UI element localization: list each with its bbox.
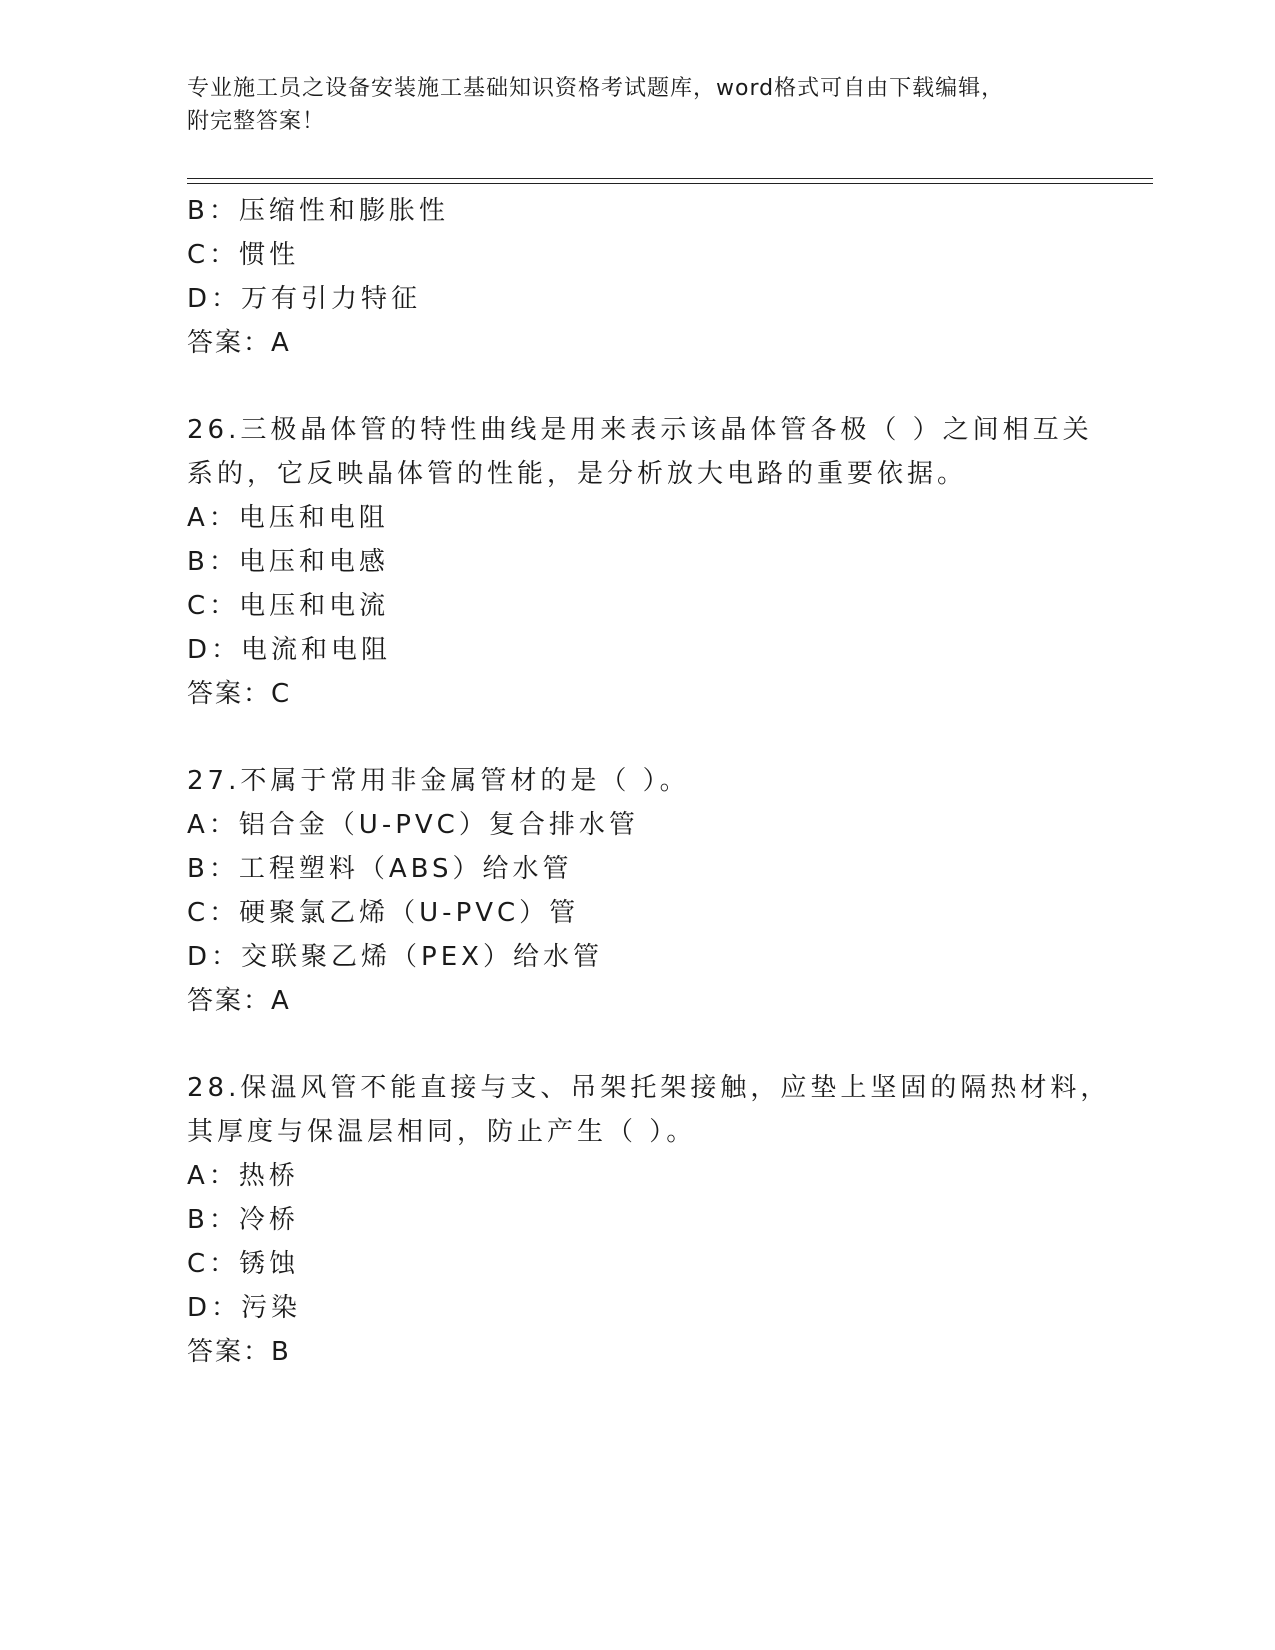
document-header — [187, 72, 1087, 138]
header-line-1: 专业施工员之设备安装施工基础知识资格考试题库，word格式可自由下载编辑， — [187, 76, 1005, 101]
q26-answer: 答案：C — [187, 679, 292, 709]
q25-option-b: B：压缩性和膨胀性 — [187, 196, 449, 226]
q27-option-a: A：铝合金（U-PVC）复合排水管 — [187, 810, 639, 840]
q26-option-a: A：电压和电阻 — [187, 503, 389, 533]
q27-answer: 答案：A — [187, 986, 291, 1016]
q28-answer: 答案：B — [187, 1337, 291, 1367]
q26-option-b: B：电压和电感 — [187, 547, 389, 577]
q26-option-d: D：电流和电阻 — [187, 635, 392, 665]
q27-option-c: C：硬聚氯乙烯（U-PVC）管 — [187, 898, 580, 928]
q28-stem-line-1: 28.保温风管不能直接与支、吊架托架接触，应垫上坚固的隔热材料， — [187, 1073, 1111, 1103]
q25-answer: 答案：A — [187, 328, 291, 358]
q28-option-d: D：污染 — [187, 1293, 302, 1323]
q25-option-c: C：惯性 — [187, 240, 300, 270]
q27-stem-line-1: 27.不属于常用非金属管材的是（ ）。 — [187, 766, 690, 796]
q26-stem-line-2: 系的，它反映晶体管的性能，是分析放大电路的重要依据。 — [187, 459, 968, 489]
header-line-2: 附完整答案！ — [187, 109, 326, 134]
header-divider-top — [187, 178, 1153, 179]
q28-option-c: C：锈蚀 — [187, 1249, 300, 1279]
q27-option-d: D：交联聚乙烯（PEX）给水管 — [187, 942, 603, 972]
q28-option-a: A：热桥 — [187, 1161, 299, 1191]
q25-option-d: D：万有引力特征 — [187, 284, 422, 314]
q28-option-b: B：冷桥 — [187, 1205, 299, 1235]
q26-stem-line-1: 26.三极晶体管的特性曲线是用来表示该晶体管各极（ ）之间相互关 — [187, 415, 1093, 445]
q28-stem-line-2: 其厚度与保温层相同，防止产生（ ）。 — [187, 1117, 697, 1147]
q27-option-b: B：工程塑料（ABS）给水管 — [187, 854, 573, 884]
q26-option-c: C：电压和电流 — [187, 591, 390, 621]
header-divider-bottom — [187, 183, 1153, 184]
